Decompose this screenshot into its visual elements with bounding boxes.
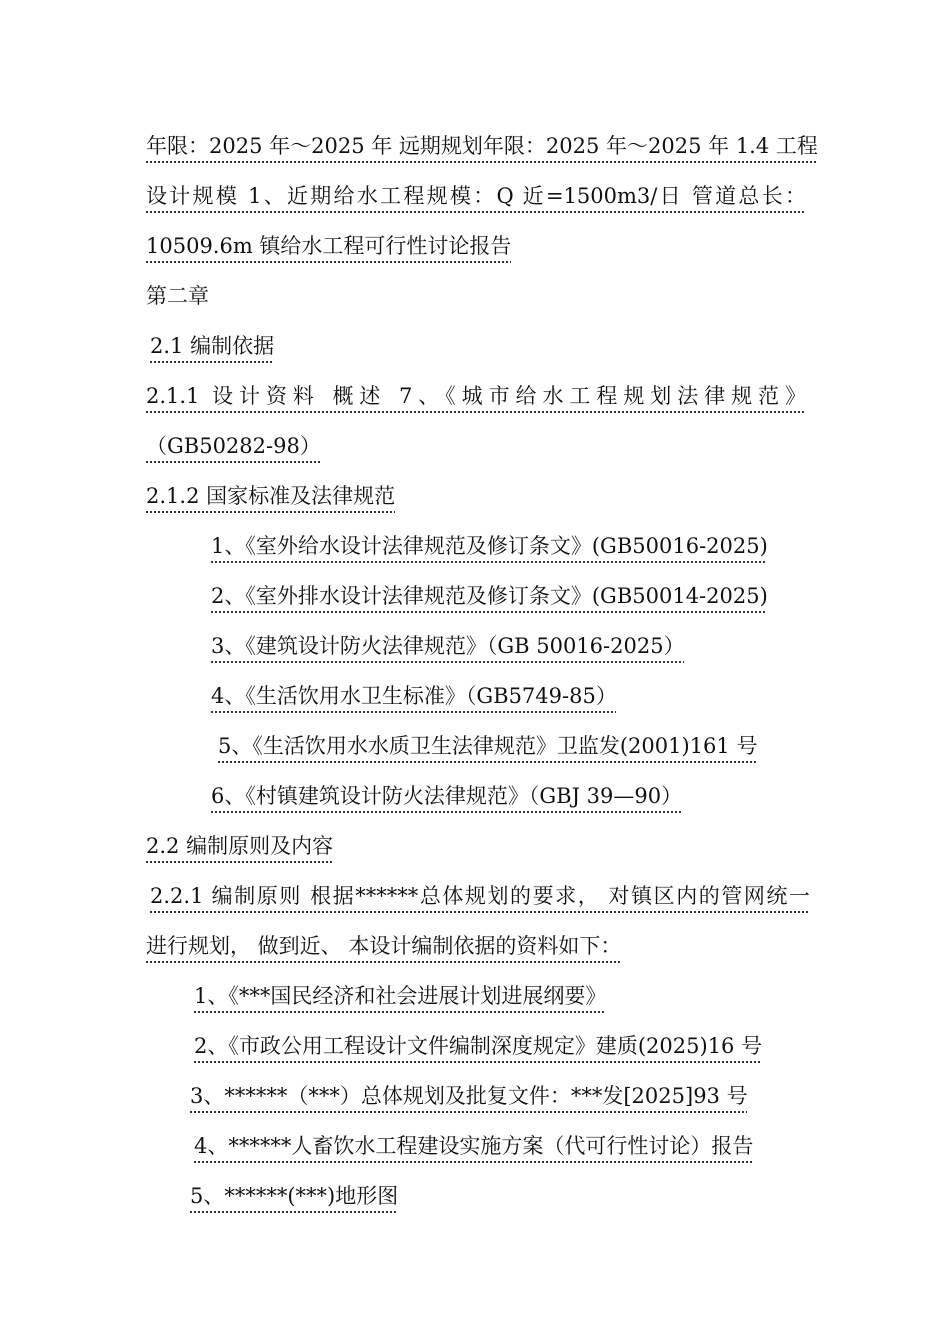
basis-item-4: 4、******人畜饮水工程建设实施方案（代可行性讨论）报告 [194, 1134, 754, 1158]
list-item-2: 2、《室外排水设计法律规范及修订条文》(GB50014-2025) [211, 584, 768, 608]
basis-item-1: 1、《***国民经济和社会进展计划进展纲要》 [194, 984, 607, 1008]
list-item-5: 5、《生活饮用水水质卫生法律规范》卫监发(2001)161 号 [218, 734, 758, 758]
body-text-line-continued: 进行规划， 做到近、 本设计编制依据的资料如下： [146, 934, 622, 958]
list-item-1: 1、《室外给水设计法律规范及修订条文》(GB50016-2025) [211, 534, 768, 558]
list-item-4: 4、《生活饮用水卫生标准》（GB5749-85） [211, 684, 617, 708]
subsection-2-1-2: 2.1.2 国家标准及法律规范 [146, 484, 396, 508]
body-text-line-1: 年限：2025 年～2025 年 远期规划年限：2025 年～2025 年 1.4 工程 [146, 134, 818, 158]
standard-code-line: （GB50282-98） [146, 434, 321, 458]
body-text-line-3: 10509.6m 镇给水工程可行性讨论报告 [146, 234, 512, 258]
subsection-2-2-1: 2.2.1 编制原则 根据******总体规划的要求， 对镇区内的管网统一 [150, 884, 810, 908]
list-item-3: 3、《建筑设计防火法律规范》（GB 50016-2025） [211, 634, 685, 658]
basis-item-2: 2、《市政公用工程设计文件编制深度规定》建质(2025)16 号 [194, 1034, 763, 1058]
basis-item-5: 5、******(***)地形图 [190, 1184, 399, 1208]
chapter-heading: 第二章 [146, 284, 209, 308]
subsection-2-1-1: 2.1.1 设计资料 概述 7、《城市给水工程规划法律规范》 [146, 384, 806, 408]
section-heading-2-2: 2.2 编制原则及内容 [146, 834, 334, 858]
list-item-6: 6、《村镇建筑设计防火法律规范》（GBJ 39—90） [211, 784, 683, 808]
basis-item-3: 3、******（***）总体规划及批复文件：***发[2025]93 号 [190, 1084, 748, 1108]
body-text-line-2: 设计规模 1、近期给水工程规模：Q 近=1500m3/日 管道总长： [146, 184, 806, 208]
section-heading-2-1: 2.1 编制依据 [150, 334, 275, 358]
